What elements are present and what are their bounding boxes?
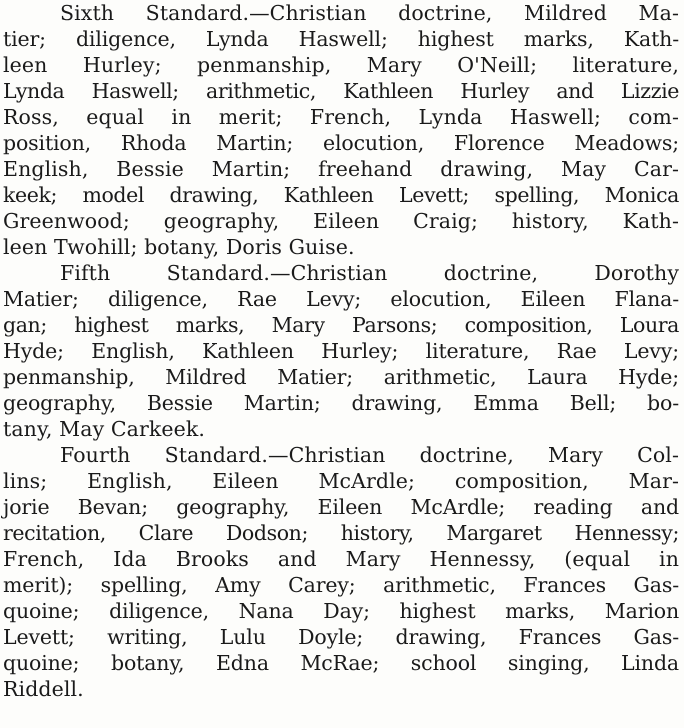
text-line: Greenwood; geography, Eileen Craig; history, Kath- <box>3 209 679 233</box>
text-line: Sixth Standard.—Christian doctrine, Mildred Ma- <box>60 1 679 25</box>
text-line: English, Bessie Martin; freehand drawing, May Car- <box>3 157 679 181</box>
text-line: Ross, equal in merit; French, Lynda Haswell; com- <box>3 105 679 129</box>
text-line: tany, May Carkeek. <box>3 417 205 441</box>
text-line: Fourth Standard.—Christian doctrine, Mary Col- <box>60 443 679 467</box>
text-line: jorie Bevan; geography, Eileen McArdle; reading and <box>3 495 679 519</box>
text-line: merit); spelling, Amy Carey; arithmetic, Frances Gas- <box>3 573 679 597</box>
text-line: leen Hurley; penmanship, Mary O'Neill; literature, <box>3 53 679 77</box>
text-line: geography, Bessie Martin; drawing, Emma Bell; bo- <box>3 391 679 415</box>
text-line: Lynda Haswell; arithmetic, Kathleen Hurley and Lizzie <box>3 79 679 103</box>
text-line: lins; English, Eileen McArdle; composition, Mar- <box>3 469 679 493</box>
text-line: leen Twohill; botany, Doris Guise. <box>3 235 355 259</box>
text-line: Fifth Standard.—Christian doctrine, Dorothy <box>60 261 679 285</box>
text-line: gan; highest marks, Mary Parsons; composition, Loura <box>3 313 679 337</box>
text-line: recitation, Clare Dodson; history, Margaret Hennessy; <box>3 521 679 545</box>
text-line: quoine; diligence, Nana Day; highest marks, Marion <box>3 599 679 623</box>
text-line: Levett; writing, Lulu Doyle; drawing, Frances Gas- <box>3 625 679 649</box>
text-line: penmanship, Mildred Matier; arithmetic, Laura Hyde; <box>3 365 679 389</box>
text-line: Hyde; English, Kathleen Hurley; literature, Rae Levy; <box>3 339 679 363</box>
text-line: Riddell. <box>3 677 84 701</box>
text-line: Matier; diligence, Rae Levy; elocution, Eileen Flana- <box>3 287 679 311</box>
text-line: quoine; botany, Edna McRae; school singing, Linda <box>3 651 679 675</box>
text-line: position, Rhoda Martin; elocution, Florence Meadows; <box>3 131 679 155</box>
text-line: tier; diligence, Lynda Haswell; highest marks, Kath- <box>3 27 679 51</box>
text-line: keek; model drawing, Kathleen Levett; spelling, Monica <box>3 183 679 207</box>
text-line: French, Ida Brooks and Mary Hennessy, (equal in <box>3 547 679 571</box>
